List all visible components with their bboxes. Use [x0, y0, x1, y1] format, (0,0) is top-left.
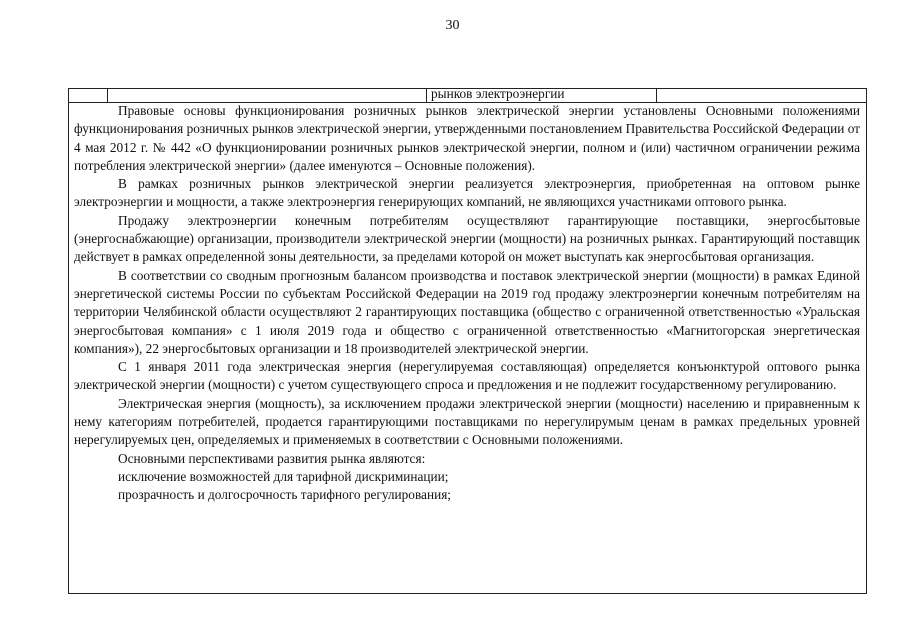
document-table [68, 88, 867, 594]
table-cell-divider [656, 89, 657, 102]
paragraph: В рамках розничных рынков электрической энергии реализуется электроэнергия, приобретенная на оптовом рынке электроэнергии и мощности, а также электроэнергия генерирующих компаний, не являющихся участниками оптового рынка. [74, 176, 860, 210]
table-cell-number [69, 89, 108, 102]
list-item: прозрачность и долгосрочность тарифного регулирования; [118, 487, 451, 503]
table-body-text [74, 102, 860, 505]
table-header-row [69, 86, 866, 103]
table-cell-name [108, 89, 427, 102]
page-number: 30 [445, 18, 460, 33]
paragraph: Основными перспективами развития рынка являются: [118, 450, 426, 466]
paragraph: В соответствии со сводным прогнозным балансом производства и поставок электрической энергии (мощности) в рамках Единой энергетической системы России по субъектам Российской Федерации на 2019 год продажу электроэнергии конечным потребителям на территории Челябинской области осуществляют 2 гарантирующих поставщика (общество с ограниченной ответственностью «Уральская энергосбытовая компания» с 1 июля 2019 года и общество с ограниченной ответственностью «Магнитогорская энергетическая компания»), 22 энергосбытовых организации и 18 производителей электрической энергии. [74, 267, 860, 356]
table-cell-header-text: рынков электроэнергии [431, 86, 565, 101]
paragraph: С 1 января 2011 года электрическая энергия (нерегулируемая составляющая) определяется конъюнктурой оптового рынка электрической энергии (мощности) с учетом существующего спроса и предложения и не подлежит государственному регулированию. [74, 359, 860, 393]
paragraph: Электрическая энергия (мощность), за исключением продажи электрической энергии (мощности) населению и приравненным к нему категориям потребителей, продается гарантирующими поставщиками по нерегулирумым ценам в рамках предельных уровней нерегулируемых цен, определяемых и применяемых в соответствии с Основными положениями. [74, 395, 860, 448]
paragraph: Правовые основы функционирования розничных рынков электрической энергии установлены Основными положениями функционирования розничных рынков электрической энергии, утвержденными постановлением Правительства Российской Федерации от 4 мая 2012 г. № 442 «О функционировании розничных рынков электрической энергии, полном и (или) частичном ограничении режима потребления электрической энергии» (далее именуются – Основные положения). [74, 103, 860, 173]
list-item: исключение возможностей для тарифной дискриминации; [118, 468, 449, 484]
paragraph: Продажу электроэнергии конечным потребителям осуществляют гарантирующие поставщики, энергосбытовые (энергоснабжающие) организации, производители электрической энергии (мощности) на розничных рынках. Гарантирующий поставщик действует в рамках определенной зоны деятельности, за пределами которой он может выступать как энергосбытовая организация. [74, 212, 860, 265]
